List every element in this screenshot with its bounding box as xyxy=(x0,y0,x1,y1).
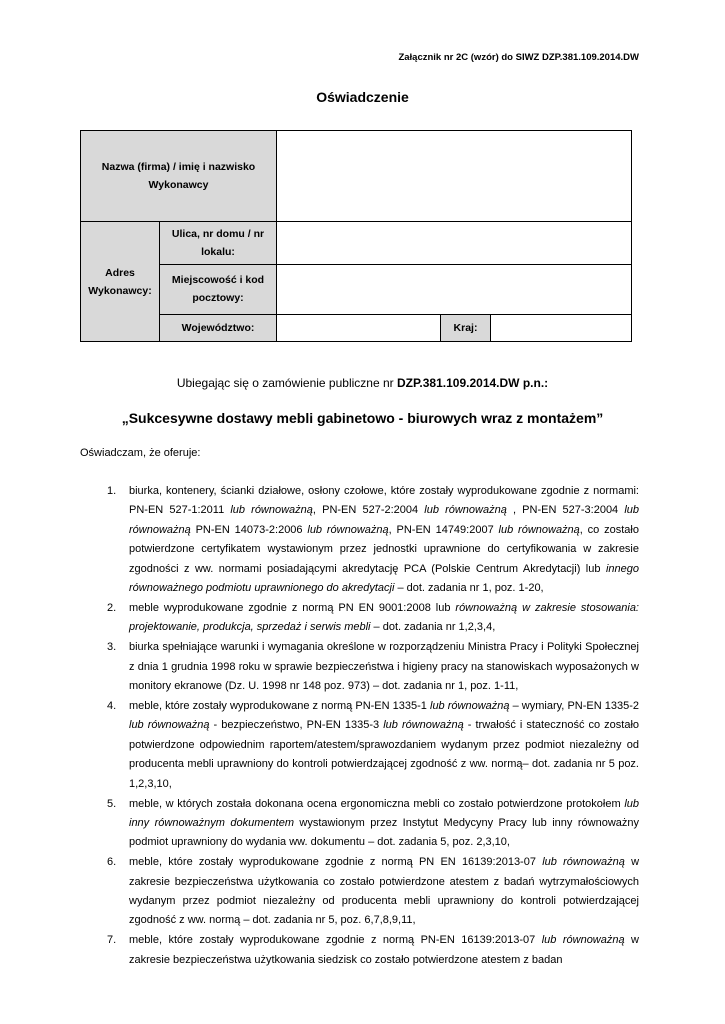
list-item-number: 5. xyxy=(107,797,117,810)
contractor-address-label: Adres Wykonawcy: xyxy=(81,222,160,342)
list-item-text: , co zostało potwierdzone certyfikatem wystawionym przez jednostki uprawnione do certyfikowania w zakresie zgodności z ww. normami posiadającymi akredytację PCA (Polskie Centrum Akredytacji) lub xyxy=(129,523,639,575)
street-label: Ulica, nr domu / nr lokalu: xyxy=(160,222,277,264)
italic-text: lub inny równoważnym dokumentem xyxy=(129,797,639,829)
italic-text: lub równoważną xyxy=(230,504,313,517)
italic-text: innego równoważnego podmiotu uprawnionego do akredytacji xyxy=(129,562,639,595)
list-item-text: meble, które zostały wyprodukowane zgodnie z normą PN EN 16139:2013-07 xyxy=(129,856,543,869)
italic-text: lub równoważną xyxy=(129,504,639,536)
list-item-text: w zakresie bezpieczeństwa użytkowania co zostało potwierdzone atestem z badań wytrzymałościowych wydanym przez podmiot niezależny od producenta mebli uprawniony do kontroli potwierdzającej zgodność z ww. normą – dot. zadania nr 5, poz. 6,7,8,9,11, xyxy=(129,856,640,927)
country-label: Kraj: xyxy=(441,314,491,341)
list-item-text: biurka spełniające warunki i wymagania określone w rozporządzeniu Ministra Pracy i Polityki Społecznej z dnia 1 grudnia 1998 roku w sprawie bezpieczeństwa i higieny pracy na stanowiskach wyposażonych w monitory ekranowe (Dz. U. 1998 nr 148 poz. 973) – dot. zadania nr 1, poz. 1-11, xyxy=(129,641,639,693)
list-item-number: 2. xyxy=(107,601,117,614)
list-item-text: – dot. zadania nr 1,2,3,4, xyxy=(370,621,496,634)
tender-intro-text: Ubiegając się o zamówienie publiczne nr xyxy=(176,376,397,390)
list-item-text: biurka, kontenery, ścianki działowe, osłony czołowe, które zostały wyprodukowane zgodnie z normami: PN-EN 527-1:2011 xyxy=(129,485,639,517)
list-item-text: , PN-EN 527-2:2004 xyxy=(312,504,425,517)
tender-intro xyxy=(0,376,725,390)
list-item xyxy=(0,482,725,598)
italic-text: lub równoważną xyxy=(541,934,625,947)
list-item xyxy=(0,931,725,970)
italic-text: równoważną w zakresie stosowania: projektowanie, produkcja, sprzedaż i serwis mebli xyxy=(129,601,639,634)
list-item-text: , PN-EN 527-3:2004 xyxy=(506,504,625,517)
contractor-form-table xyxy=(80,130,632,342)
list-item xyxy=(0,638,725,696)
italic-text: lub równoważną xyxy=(129,719,210,732)
contractor-name-label: Nazwa (firma) / imię i nazwisko Wykonawcy xyxy=(81,131,277,222)
list-item-number: 6. xyxy=(107,856,117,869)
italic-text: lub równoważną xyxy=(498,523,580,536)
declaration-list xyxy=(0,482,725,971)
declaration-text: Oświadczam, że oferuje: xyxy=(80,447,201,459)
italic-text: lub równoważną xyxy=(542,856,625,869)
list-item-number: 7. xyxy=(107,934,117,947)
contractor-name-field[interactable] xyxy=(277,131,632,222)
list-item-number: 3. xyxy=(107,641,117,654)
list-item-text: - bezpieczeństwo, PN-EN 1335-3 xyxy=(209,719,384,732)
italic-text: lub równoważną xyxy=(424,504,507,517)
list-item-text: w zakresie bezpieczeństwa użytkowania siedzisk co zostało potwierdzone atestem z badan xyxy=(129,934,640,966)
street-field[interactable] xyxy=(277,222,632,264)
list-item-text: - trwałość i stateczność co zostało potwierdzone odpowiednim raportem/atestem/sprawozdaniem wydanym przez podmiot niezależny od producenta mebli uprawniony do kontroli potwierdzającej zgodność z ww. normą– dot. zadania nr 5 poz. 1,2,3,10, xyxy=(129,719,640,790)
province-field[interactable] xyxy=(277,314,441,341)
list-item-number: 4. xyxy=(107,699,117,712)
list-item xyxy=(0,795,725,853)
tender-reference: DZP.381.109.2014.DW p.n.: xyxy=(396,376,549,390)
italic-text: lub równoważną xyxy=(383,719,464,732)
list-item-text: meble wyprodukowane zgodnie z normą PN EN 9001:2008 lub xyxy=(129,601,456,614)
province-label: Województwo: xyxy=(160,314,277,341)
tender-subject: „Sukcesywne dostawy mebli gabinetowo - biurowych wraz z montażem” xyxy=(121,410,604,426)
list-item-text: meble, które zostały wyprodukowane zgodnie z normą PN-EN 16139:2013-07 xyxy=(129,934,542,947)
city-label: Miejscowość i kod pocztowy: xyxy=(160,264,277,314)
list-item xyxy=(0,697,725,794)
list-item-number: 1. xyxy=(107,485,117,497)
italic-text: lub równoważną xyxy=(307,523,389,536)
list-item-text: meble, w których została dokonana ocena ergonomiczna mebli co zostało potwierdzone protokołem xyxy=(129,797,625,810)
annex-reference: Załącznik nr 2C (wzór) do SIWZ DZP.381.109.2014.DW xyxy=(398,52,639,63)
country-field[interactable] xyxy=(491,314,632,341)
list-item xyxy=(0,599,725,638)
document-title: Oświadczenie xyxy=(316,89,409,105)
list-item-text: PN-EN 14073-2:2006 xyxy=(190,523,308,536)
city-field[interactable] xyxy=(277,264,632,314)
list-item-text: meble, które zostały wyprodukowane z normą PN-EN 1335-1 xyxy=(129,699,430,712)
list-item-text: wystawionym przez Instytut Medycyny Pracy lub inny równoważny podmiot uprawniony do wydania ww. dokumentu – dot. zadania 5, poz. 2,3,10, xyxy=(129,816,640,849)
list-item-text: – wymiary, PN-EN 1335-2 xyxy=(509,699,639,712)
list-item-text: – dot. zadania nr 1, poz. 1-20, xyxy=(394,582,544,595)
italic-text: lub równoważną xyxy=(430,699,510,712)
list-item-text: , PN-EN 14749:2007 xyxy=(388,523,499,536)
list-item xyxy=(0,853,725,931)
